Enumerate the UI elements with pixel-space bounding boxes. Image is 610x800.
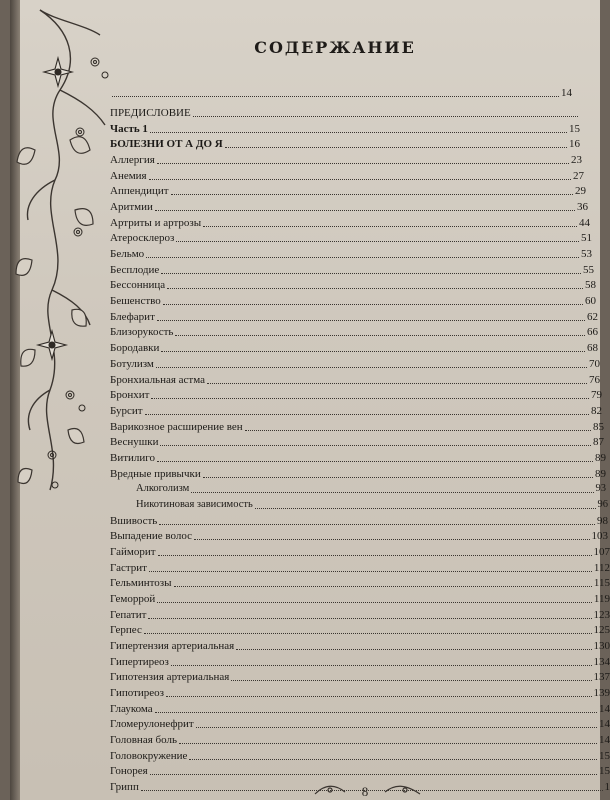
toc-entry-label: Гипертензия артериальная <box>110 639 235 652</box>
toc-entry <box>110 263 594 277</box>
toc-entry-label: Часть 1 <box>110 122 148 135</box>
toc-entry-label: Головокружение <box>110 749 188 762</box>
toc-leader-dots <box>157 602 592 603</box>
toc-leader-dots <box>245 430 591 431</box>
toc-entry-label: Бурсит <box>110 404 143 417</box>
toc-entry <box>110 200 588 214</box>
toc-entry-label: Бесплодие <box>110 263 160 276</box>
toc-leader-dots <box>191 492 593 493</box>
toc-entry <box>110 231 592 245</box>
toc-entry-page: 14 <box>599 734 610 746</box>
toc-entry-page: 107 <box>593 545 610 558</box>
toc-leader-dots <box>193 116 578 117</box>
toc-entry <box>110 216 590 230</box>
toc-entry <box>110 764 610 778</box>
toc-entry-label: Вредные привычки <box>110 467 201 480</box>
toc-entry-page: 36 <box>577 201 588 213</box>
toc-entry-label: Гайморит <box>110 545 156 558</box>
toc-entry-page: 115 <box>593 577 610 590</box>
toc-entry-label: ПРЕДИСЛОВИЕ <box>110 107 191 119</box>
page-number: 8 <box>361 784 369 799</box>
toc-entry <box>110 733 610 747</box>
toc-entry <box>110 357 600 371</box>
toc-entry <box>110 639 610 653</box>
toc-entry-page: 82 <box>591 404 602 417</box>
toc-leader-dots <box>236 649 591 650</box>
toc-entry-page: 14 <box>561 87 572 99</box>
toc-leader-dots <box>179 743 597 744</box>
toc-entry-page: 96 <box>597 498 608 510</box>
toc-leader-dots <box>167 288 583 289</box>
toc-entry <box>110 278 596 292</box>
toc-entry-label: Герпес <box>110 624 142 637</box>
toc-entry <box>110 122 580 136</box>
toc-leader-dots <box>145 414 589 415</box>
toc-entry-label: Грипп <box>110 781 139 793</box>
toc-entry-page: 89 <box>595 467 606 480</box>
toc-entry-page: 1 <box>604 781 610 793</box>
toc-entry <box>110 655 610 669</box>
toc-entry <box>136 498 608 512</box>
toc-entry-page: 58 <box>585 279 596 292</box>
toc-entry-label: Гломерулонефрит <box>110 718 194 731</box>
toc-entry-label: Варикозное расширение вен <box>110 420 243 433</box>
toc-leader-dots <box>255 508 596 509</box>
toc-leader-dots <box>149 571 592 572</box>
toc-entry <box>110 420 604 434</box>
toc-entry-page: 125 <box>593 624 610 637</box>
toc-entry-label: Бронхиальная астма <box>110 373 205 386</box>
toc-entry-page: 15 <box>599 765 610 778</box>
toc-entry-label: Анемия <box>110 169 147 182</box>
toc-entry-page: 139 <box>593 687 610 699</box>
toc-entry <box>110 294 596 308</box>
toc-leader-dots <box>166 696 592 697</box>
toc-entry <box>110 467 606 481</box>
toc-entry <box>110 388 602 402</box>
toc-entry-label: Бронхит <box>110 389 150 402</box>
toc-entry-page: 44 <box>579 216 590 229</box>
toc-entry-page: 23 <box>571 154 582 166</box>
toc-entry-page: 93 <box>595 483 606 495</box>
toc-entry <box>110 749 610 763</box>
toc-entry <box>110 561 610 575</box>
toc-entry-label: Гипотиреоз <box>110 687 164 699</box>
toc-entry-page: 87 <box>593 436 604 449</box>
toc-entry-page: 98 <box>597 514 608 527</box>
toc-entry-label: Гонорея <box>110 765 148 778</box>
toc-entry-label: Вшивость <box>110 514 158 527</box>
toc-leader-dots <box>225 147 567 148</box>
toc-entry <box>110 137 580 151</box>
toc-leader-dots <box>149 179 571 180</box>
toc-entry-label: Бешенство <box>110 295 161 308</box>
toc-entry <box>110 608 610 622</box>
toc-entry-label: Глаукома <box>110 702 153 715</box>
toc-entry-label: Геморрой <box>110 592 156 605</box>
toc-entry <box>110 341 598 355</box>
toc-entry-label: Витилиго <box>110 451 156 464</box>
toc-entry-label: Гепатит <box>110 608 147 621</box>
toc-leader-dots <box>175 335 585 336</box>
toc-entry-label: Артриты и артрозы <box>110 216 202 229</box>
floral-vine-icon <box>10 0 120 800</box>
toc-entry-page: 130 <box>593 639 610 652</box>
toc-entry-label: Гастрит <box>110 561 147 574</box>
toc-entry-label: Близорукость <box>110 326 174 339</box>
toc-entry-page: 29 <box>575 185 586 198</box>
toc-leader-dots <box>156 367 587 368</box>
toc-entry-page: 15 <box>599 749 610 762</box>
toc-leader-dots <box>144 633 592 634</box>
toc-entry-label: БОЛЕЗНИ ОТ А ДО Я <box>110 138 223 151</box>
toc-entry <box>110 86 572 100</box>
toc-entry <box>136 482 606 496</box>
toc-entry-label: Выпадение волос <box>110 530 193 543</box>
toc-entry-page: 62 <box>587 310 598 323</box>
toc-leader-dots <box>171 665 592 666</box>
toc-entry-label: Никотиновая зависимость <box>136 498 253 510</box>
toc-entry <box>110 169 584 183</box>
toc-leader-dots <box>112 96 559 97</box>
toc-entry-label: Гипертиреоз <box>110 655 169 668</box>
page-title: СОДЕРЖАНИЕ <box>254 38 416 57</box>
toc-entry-page: 14 <box>599 718 610 731</box>
toc-entry <box>110 435 604 449</box>
toc-entry <box>110 686 610 700</box>
toc-entry <box>110 325 598 339</box>
toc-leader-dots <box>150 774 597 775</box>
toc-entry-page: 60 <box>585 295 596 308</box>
toc-entry-label: Алкоголизм <box>136 483 190 495</box>
toc-leader-dots <box>196 727 597 728</box>
toc-entry-label: Атеросклероз <box>110 232 175 245</box>
toc-leader-dots <box>231 680 591 681</box>
toc-entry-page: 137 <box>593 671 610 684</box>
toc-entry-page: 27 <box>573 169 584 182</box>
toc-entry <box>110 153 582 167</box>
toc-entry <box>110 545 610 559</box>
toc-leader-dots <box>207 383 587 384</box>
toc-leader-dots <box>151 398 589 399</box>
toc-entry-page: 68 <box>587 342 598 355</box>
toc-entry <box>110 717 610 731</box>
toc-entry-label: Аритмии <box>110 201 153 213</box>
toc-leader-dots <box>157 163 569 164</box>
book-page <box>10 0 610 800</box>
toc-leader-dots <box>176 241 579 242</box>
toc-leader-dots <box>194 539 589 540</box>
toc-entry <box>110 670 610 684</box>
toc-entry-page: 79 <box>591 389 602 402</box>
floral-ornament-icon <box>310 780 430 800</box>
table-of-contents <box>110 80 610 800</box>
toc-entry <box>110 106 580 120</box>
toc-leader-dots <box>157 461 593 462</box>
toc-leader-dots <box>161 351 585 352</box>
toc-entry <box>110 592 610 606</box>
toc-entry <box>110 623 610 637</box>
toc-entry-page: 119 <box>593 592 610 605</box>
toc-leader-dots <box>155 712 597 713</box>
toc-entry <box>110 404 602 418</box>
toc-leader-dots <box>174 586 592 587</box>
toc-entry <box>110 373 600 387</box>
toc-entry-page: 103 <box>591 530 608 543</box>
toc-entry-page: 70 <box>589 357 600 370</box>
toc-entry-page: 123 <box>593 608 610 621</box>
toc-entry-page: 134 <box>593 655 610 668</box>
toc-entry-page: 85 <box>593 420 604 433</box>
toc-leader-dots <box>150 132 567 133</box>
toc-entry <box>110 184 586 198</box>
toc-entry-page: 16 <box>569 138 580 151</box>
toc-entry-page: 53 <box>581 248 592 261</box>
toc-entry <box>110 310 598 324</box>
toc-entry-label: Ботулизм <box>110 357 154 370</box>
toc-leader-dots <box>160 445 591 446</box>
toc-leader-dots <box>171 194 573 195</box>
toc-entry-page: 15 <box>569 122 580 135</box>
toc-leader-dots <box>161 273 581 274</box>
toc-leader-dots <box>203 226 577 227</box>
toc-entry-page: 14 <box>599 702 610 715</box>
toc-entry-page: 89 <box>595 451 606 464</box>
toc-leader-dots <box>203 477 593 478</box>
toc-entry <box>110 576 610 590</box>
toc-entry-page: 76 <box>589 373 600 386</box>
toc-entry-label: Веснушки <box>110 436 159 449</box>
toc-entry <box>110 529 608 543</box>
toc-leader-dots <box>148 618 591 619</box>
toc-leader-dots <box>157 320 585 321</box>
toc-leader-dots <box>163 304 583 305</box>
toc-entry-label: Аппендицит <box>110 185 169 198</box>
toc-entry-label: Бельмо <box>110 248 145 261</box>
toc-entry-label: Гельминтозы <box>110 577 172 590</box>
toc-entry-label: Гипотензия артериальная <box>110 671 230 684</box>
toc-leader-dots <box>159 524 595 525</box>
toc-leader-dots <box>146 257 579 258</box>
toc-entry <box>110 514 608 528</box>
toc-entry-label: Бородавки <box>110 342 160 355</box>
toc-entry-page: 66 <box>587 326 598 339</box>
toc-entry-label: Бессонница <box>110 279 166 292</box>
toc-entry-page: 55 <box>583 263 594 276</box>
toc-entry <box>110 247 592 261</box>
toc-entry-page: 51 <box>581 232 592 245</box>
toc-entry-label: Блефарит <box>110 310 155 323</box>
toc-entry-label: Аллергия <box>110 154 155 166</box>
toc-entry-label: Головная боль <box>110 734 177 746</box>
toc-leader-dots <box>155 210 575 211</box>
toc-leader-dots <box>189 759 597 760</box>
toc-entry <box>110 702 610 716</box>
toc-entry <box>110 451 606 465</box>
toc-entry-page: 112 <box>593 561 610 574</box>
toc-leader-dots <box>158 555 592 556</box>
